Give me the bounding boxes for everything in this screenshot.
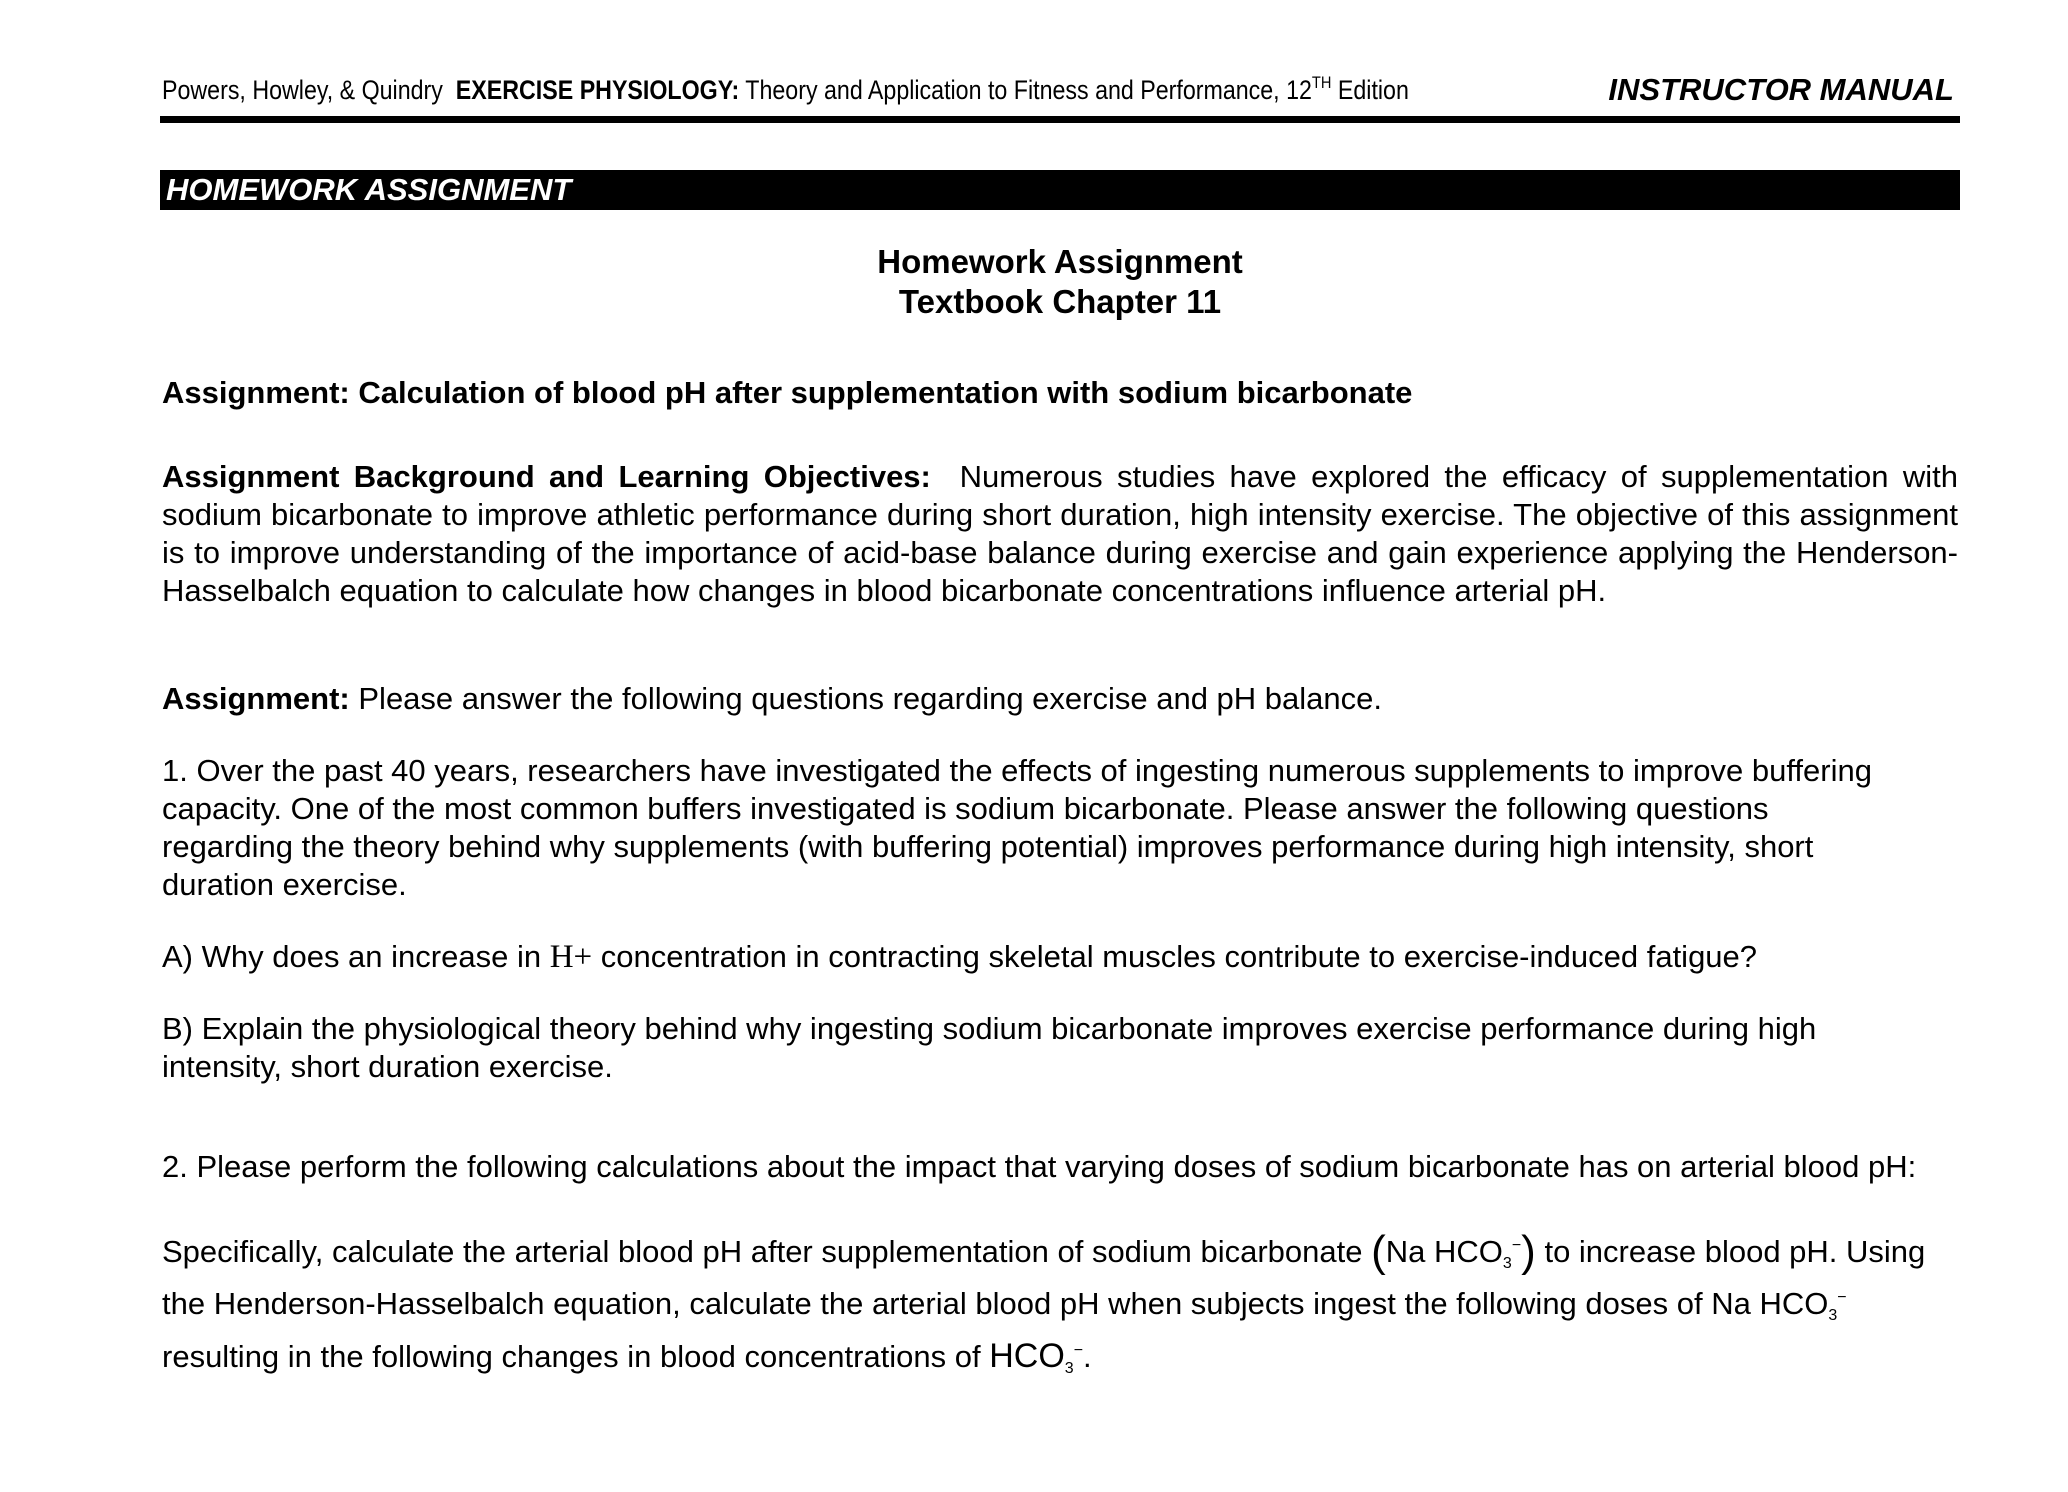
header-divider	[160, 116, 1960, 123]
background-text: Numerous studies have explored the efficacy of supplementation with sodium bicarbonate to improve athletic performance during short duration, high intensity exercise. The objective of this assignment is to improve understanding of the importance of acid-base balance during exercise and gain experience applying the Henderson-Hasselbalch equation to calculate how changes in blood bicarbonate concentrations influence arterial pH.	[162, 459, 1958, 608]
background-paragraph	[162, 458, 1958, 610]
header-book-title: EXERCISE PHYSIOLOGY:	[455, 75, 740, 105]
header-edition-sup: TH	[1311, 73, 1332, 92]
question-1: 1. Over the past 40 years, researchers have investigated the effects of ingesting numerous supplements to improve buffering capacity. One of the most common buffers investigated is sodium bicarbonate. Please answer the following questions regarding the theory behind why supplements (with buffering potential) improves performance during high intensity, short duration exercise.	[162, 753, 1872, 902]
question-2-spec-prefix: Specifically, calculate the arterial blood pH after supplementation of sodium bicarbonate	[162, 1234, 1363, 1269]
header-citation	[162, 70, 1409, 110]
question-1b: B) Explain the physiological theory behind why ingesting sodium bicarbonate improves exercise performance during high intensity, short duration exercise.	[162, 1011, 1817, 1084]
question-2-intro: 2. Please perform the following calculations about the impact that varying doses of sodium bicarbonate has on arterial blood pH:	[162, 1149, 1917, 1184]
question-1a	[162, 938, 1958, 976]
assignment-intro-label: Assignment:	[162, 681, 350, 716]
title-line-1: Homework Assignment	[877, 243, 1243, 280]
assignment-heading: Assignment: Calculation of blood pH after supplementation with sodium bicarbonate	[162, 375, 1413, 410]
question-2-spec-suffix: to increase blood pH. Using the Henderson-Hasselbalch equation, calculate the arterial blood pH when subjects ingest the following doses of	[162, 1234, 1926, 1321]
question-2-specification	[162, 1226, 1932, 1383]
assignment-intro	[162, 680, 1958, 718]
document-page	[160, 0, 1960, 1492]
background-label: Assignment Background and Learning Objectives:	[162, 459, 931, 494]
header-edition-word: Edition	[1337, 75, 1409, 105]
page-header	[160, 70, 1960, 110]
title-line-2: Textbook Chapter 11	[898, 283, 1222, 320]
hydrogen-ion-symbol: H+	[549, 939, 593, 975]
sodium-bicarbonate-formula: (Na $HCO_3^-$)	[1371, 1227, 1536, 1276]
bicarbonate-ion-formula: $HCO_3^-$	[989, 1337, 1084, 1377]
question-1a-prefix: A) Why does an increase in	[162, 939, 542, 974]
header-book-subtitle: Theory and Application to Fitness and Performance, 12	[745, 75, 1312, 105]
header-authors: Powers, Howley, & Quindry	[162, 75, 443, 105]
section-band: HOMEWORK ASSIGNMENT	[160, 170, 1960, 210]
assignment-intro-text: Please answer the following questions regarding exercise and pH balance.	[358, 681, 1382, 716]
end-period: .	[1083, 1339, 1092, 1374]
question-2-spec-tail: resulting in the following changes in blood concentrations of	[162, 1339, 981, 1374]
header-manual-label: INSTRUCTOR MANUAL	[1608, 72, 1954, 107]
sodium-bicarbonate-formula-2: Na $HCO_3^-$	[1711, 1286, 1847, 1324]
question-1a-suffix: concentration in contracting skeletal muscles contribute to exercise-induced fatigue?	[600, 939, 1758, 974]
